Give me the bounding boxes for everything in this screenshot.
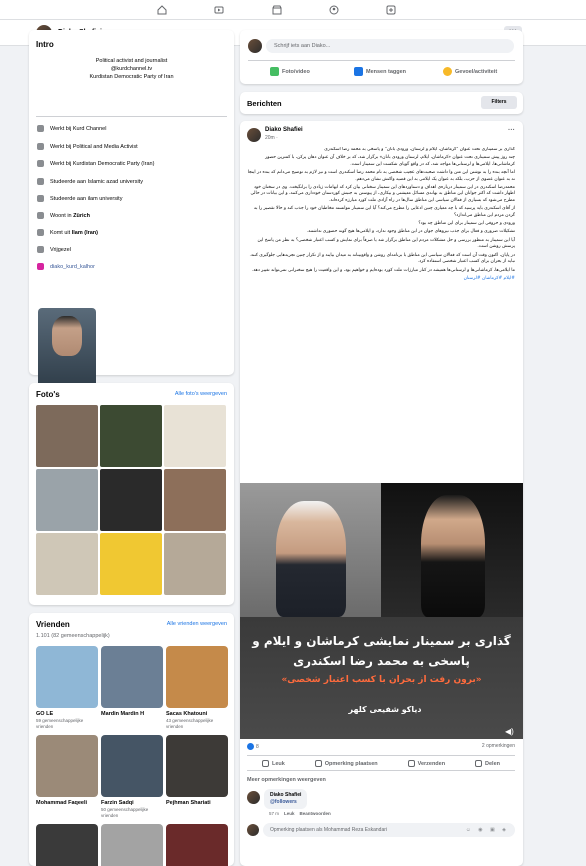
friend-grid bbox=[36, 646, 226, 866]
post-time[interactable]: 20m · bbox=[265, 135, 278, 141]
avatar[interactable] bbox=[247, 791, 260, 804]
intro-heading: Intro bbox=[36, 40, 54, 49]
briefcase-icon bbox=[37, 160, 44, 167]
friend-item[interactable] bbox=[101, 735, 163, 821]
posts-title: Berichten bbox=[247, 99, 282, 108]
post-paragraph: آیا این سمینار به منظور بررسی و حل مشکلات مردم این مناطق برگزار شد یا صرفاً برای نمایش و کسب اعتبار شخصی؟ به نظر من پاسخ این پرسش روشن است. bbox=[257, 237, 515, 250]
friends-count: 1.101 (82 gemeenschappelijk) bbox=[36, 633, 110, 639]
friend-item[interactable] bbox=[101, 824, 163, 866]
photo-thumbnail[interactable] bbox=[36, 469, 98, 531]
tag-people-icon bbox=[354, 67, 363, 76]
comment-button[interactable]: Opmerking plaatsen bbox=[315, 760, 378, 767]
comment-like-link[interactable]: Leuk bbox=[284, 811, 295, 816]
photo-thumbnail[interactable] bbox=[164, 405, 226, 467]
detail-study-azad: Studeerde aan Islamic azad university bbox=[37, 177, 143, 187]
video-icon[interactable] bbox=[214, 5, 224, 15]
groups-icon[interactable] bbox=[329, 5, 339, 15]
comment-input[interactable]: Opmerking plaatsen als Mohammad Reza Eskandari ☺ ◉ ▣ ◈ bbox=[263, 823, 515, 837]
intro-card bbox=[29, 30, 234, 375]
friend-name[interactable]: Mohammad Faqeeli bbox=[36, 800, 88, 806]
friend-photo[interactable] bbox=[166, 824, 228, 866]
detail-instagram: diako_kurd_kalhor bbox=[37, 262, 95, 272]
friend-item[interactable] bbox=[101, 646, 163, 732]
friend-name[interactable]: Mardin Mardin H bbox=[101, 711, 145, 717]
tag-people-button[interactable]: Mensen taggen bbox=[354, 67, 406, 77]
post-hashtags[interactable]: #ایلام #کرماشان #لرستان bbox=[463, 275, 515, 281]
image-text-panel bbox=[240, 617, 523, 739]
photo-video-button[interactable]: Foto/video bbox=[270, 67, 310, 77]
friend-photo[interactable] bbox=[36, 646, 98, 708]
marketplace-icon[interactable] bbox=[272, 5, 282, 15]
detail-from: Komt uit Ilam (Iran) bbox=[37, 228, 98, 238]
post-text bbox=[247, 147, 515, 471]
collection-photo bbox=[52, 316, 82, 356]
posts-header bbox=[240, 92, 523, 114]
comment-bubble bbox=[264, 789, 307, 809]
photo-thumbnail[interactable] bbox=[164, 533, 226, 595]
friend-item[interactable] bbox=[166, 824, 228, 866]
avatar[interactable] bbox=[248, 39, 262, 53]
post-actions bbox=[247, 755, 515, 771]
friend-photo[interactable] bbox=[36, 735, 98, 797]
bio-line: Political activist and journalist bbox=[95, 58, 168, 64]
photo-grid bbox=[36, 405, 226, 595]
image-headline: گذاری بر سمینار نمایشی کرماشان و ایلام و پاسخی به محمد رضا اسکندری bbox=[252, 634, 511, 668]
detail-work-kdpi: Werkt bij Kurdistan Democratic Party (Iran) bbox=[37, 159, 154, 169]
see-all-photos-link[interactable]: Alle foto's weergeven bbox=[174, 391, 227, 397]
friend-photo[interactable] bbox=[36, 824, 98, 866]
post-paragraph: در پایان، اکنون وقت آن است که فعالان سیاسی این مناطق با برنامه‌ای روشن و واقع‌بینانه به میدان بیایند و از تکرار چنین تجربه‌هایی جلوگیری کنند. نباید از بحران برای کسب اعتبار شخصی استفاده کرد. bbox=[249, 252, 515, 265]
photo-left bbox=[240, 483, 381, 617]
friend-mutual-count: 59 gemeenschappelijke vrienden bbox=[36, 718, 84, 729]
school-icon bbox=[37, 195, 44, 202]
comment-icon bbox=[315, 760, 322, 767]
detail-relationship: Vrijgezel bbox=[37, 245, 71, 255]
detail-work-kurd-channel: Werkt bij Kurd Channel bbox=[37, 124, 106, 134]
person-figure bbox=[276, 501, 346, 617]
like-reaction-icon bbox=[247, 743, 254, 750]
friend-photo[interactable] bbox=[101, 646, 163, 708]
avatar[interactable] bbox=[247, 128, 261, 142]
like-button[interactable]: Leuk bbox=[262, 760, 285, 767]
detail-study-ilam: Studeerde aan ilam university bbox=[37, 194, 122, 204]
friend-photo[interactable] bbox=[166, 735, 228, 797]
friend-name[interactable]: Sacas Khatouni bbox=[166, 711, 208, 717]
friends-card bbox=[29, 613, 234, 866]
school-icon bbox=[37, 178, 44, 185]
friend-item[interactable] bbox=[36, 646, 98, 732]
reactions-bar bbox=[247, 743, 515, 753]
bio-line[interactable]: @kurdchannel.tv bbox=[110, 66, 153, 72]
photo-thumbnail[interactable] bbox=[36, 405, 98, 467]
home-icon bbox=[37, 212, 44, 219]
detail-work-political-activist: Werkt bij Political and Media Activist bbox=[37, 142, 138, 152]
post-image[interactable] bbox=[240, 483, 523, 739]
comment-reply-link[interactable]: Beantwoorden bbox=[299, 811, 331, 816]
send-button[interactable]: Verzenden bbox=[408, 760, 446, 767]
photo-right bbox=[381, 483, 523, 617]
location-icon bbox=[37, 229, 44, 236]
post-paragraph: ورودی و حروفی این سمینار برای این مناطق چه بود؟ bbox=[418, 221, 515, 227]
post bbox=[240, 121, 523, 866]
post-paragraph: از آقای اسکندری باید پرسید که با چه معیاری چنین ادعایی را مطرح می‌کند؟ آیا این سمینار نتوانسته مخاطبان خود را جذب کند و حالا تقصیر را به گردن مردم این مناطق می‌اندازد؟ bbox=[253, 206, 515, 218]
composer-input[interactable]: Schrijf iets aan Diako... bbox=[266, 39, 514, 53]
friend-mutual-count: 50 gemeenschappelijke vrienden bbox=[101, 807, 149, 818]
comment-meta: 57 m Leuk Beantwoorden bbox=[269, 811, 331, 816]
image-byline: دیاکو شفیعی کلهر bbox=[348, 705, 422, 714]
photo-thumbnail[interactable] bbox=[100, 533, 162, 595]
send-icon bbox=[408, 760, 415, 767]
home-icon[interactable] bbox=[157, 5, 167, 15]
more-comments-link[interactable]: Meer opmerkingen weergeven bbox=[247, 777, 326, 783]
post-options-button[interactable]: ··· bbox=[508, 127, 515, 134]
post-composer bbox=[240, 30, 523, 84]
friend-photo[interactable] bbox=[101, 824, 163, 866]
friend-item[interactable] bbox=[36, 824, 98, 866]
divider bbox=[36, 116, 227, 117]
friend-photo[interactable] bbox=[166, 646, 228, 708]
friend-photo[interactable] bbox=[101, 735, 163, 797]
comment-text[interactable]: @followers bbox=[270, 799, 297, 805]
post-paragraph: گذاری بر سمیناری تحت عنوان "کرماشان، ایلام و لرستان، ورودی بانان" و پاسخی به محمد رضا اسکندری bbox=[324, 147, 515, 152]
friend-mutual-count: 43 gemeenschappelijke vrienden bbox=[166, 718, 214, 729]
comment bbox=[247, 789, 515, 819]
briefcase-icon bbox=[37, 125, 44, 132]
detail-lives-in: Woont in Zürich bbox=[37, 211, 90, 221]
volume-icon[interactable]: ◀) bbox=[505, 727, 514, 736]
reply-box bbox=[247, 823, 515, 838]
photos-heading: Foto's bbox=[36, 390, 60, 399]
featured-collection[interactable] bbox=[38, 308, 96, 388]
photo-thumbnail[interactable] bbox=[164, 469, 226, 531]
friend-name[interactable]: Farzin Sadqi bbox=[101, 800, 134, 806]
feeling-activity-button[interactable]: Gevoel/activiteit bbox=[443, 67, 497, 77]
photo-icon bbox=[270, 67, 279, 76]
friend-item[interactable] bbox=[166, 735, 228, 821]
share-button[interactable]: Delen bbox=[475, 760, 500, 767]
comment-count[interactable]: 2 opmerkingen bbox=[481, 743, 515, 749]
photo-thumbnail[interactable] bbox=[100, 405, 162, 467]
photo-thumbnail[interactable] bbox=[36, 533, 98, 595]
gaming-icon[interactable] bbox=[386, 5, 396, 15]
friends-heading: Vrienden bbox=[36, 620, 70, 629]
image-quote: «برون رفت از بحران با کسب اعتبار شخصی» bbox=[281, 675, 482, 685]
share-icon bbox=[475, 760, 482, 767]
like-icon bbox=[262, 760, 269, 767]
post-author[interactable]: Diako Shafiei bbox=[265, 127, 303, 133]
person-figure bbox=[421, 495, 485, 617]
post-paragraph: چند روز پیش سمیناری تحت عنوان «کرماشان، ایلام، لرستان ورودی بانان» برگزار شد، که بر خلاف آن عنوان دهان پرکن، با کمترین حضور کرماشانی‌ها، ایلامی‌ها و لرستانی‌ها مواجه شد، که در واقع گویای شکست این سمینار است. bbox=[265, 155, 515, 167]
top-nav-bar bbox=[0, 0, 586, 20]
post-paragraph: تشکیلات ضروری و فعال برای جذب نیروهای جوان در این مناطق وجود ندارد، و ایلامی‌ها هیچ گونه حضوری نداشتند. bbox=[306, 229, 515, 235]
post-paragraph: محمدرضا اسکندری در این سمینار درباره‌ی اهداف و دستاوردهای این سمینار سخنانی بیان کرد که ابهامات زیادی را برانگیخت. وی در سخنان خود اظهار داشت که اکثر جوانان این مناطق به بهانه‌ی مسائل معیشتی و بیکاری، از پیوستن به جنبش کوردستان خودداری می‌کنند، و این بیانات در حالی مطرح می‌شود که بسیاری از فعالان سیاسی این مناطق سال‌ها در راه آزادی ملت کورد مبارزه کرده‌اند. bbox=[250, 185, 515, 203]
heart-icon bbox=[37, 246, 44, 253]
friend-item[interactable] bbox=[166, 646, 228, 732]
friend-item[interactable] bbox=[36, 735, 98, 821]
friend-name[interactable]: GO LE bbox=[36, 711, 54, 717]
divider bbox=[248, 60, 515, 61]
filters-button[interactable]: Filters bbox=[481, 96, 517, 109]
bio-line: Kurdistan Democratic Party of Iran bbox=[89, 74, 174, 80]
photo-thumbnail[interactable] bbox=[100, 469, 162, 531]
avatar bbox=[247, 824, 259, 836]
intro-bio bbox=[39, 57, 224, 81]
reaction-count[interactable]: 8 bbox=[256, 743, 259, 750]
photos-card bbox=[29, 383, 234, 605]
instagram-icon bbox=[37, 263, 44, 270]
smiley-icon bbox=[443, 67, 452, 76]
comment-author[interactable]: Diako Shafiei bbox=[270, 792, 302, 798]
friend-name[interactable]: Pejhman Shariati bbox=[166, 800, 211, 806]
post-paragraph: ما ایلامی‌ها، کرماشانی‌ها و لرستانی‌ها همیشه در کنار مبارزات ملت کورد بوده‌ایم و خواهیم بود، و این واقعیت را هیچ سخنرانی نمی‌تواند تغییر دهد. bbox=[251, 267, 515, 273]
see-all-friends-link[interactable]: Alle vrienden weergeven bbox=[166, 621, 227, 627]
post-paragraph: اما آنچه بنده را به نوشتن این متن وا داشت صحبت‌های عجیب شخصی به نام محمد رضا اسکندری است و نیز لازم به توضیح می‌دانم که بنده در اینجا نه به عنوان عضوی از حزب، بلکه به عنوان یک ایلامی به این قضیه واکنش نشان می‌دهم. bbox=[247, 170, 515, 182]
emoji-icons[interactable]: ☺ ◉ ▣ ◈ bbox=[465, 827, 509, 833]
briefcase-icon bbox=[37, 143, 44, 150]
